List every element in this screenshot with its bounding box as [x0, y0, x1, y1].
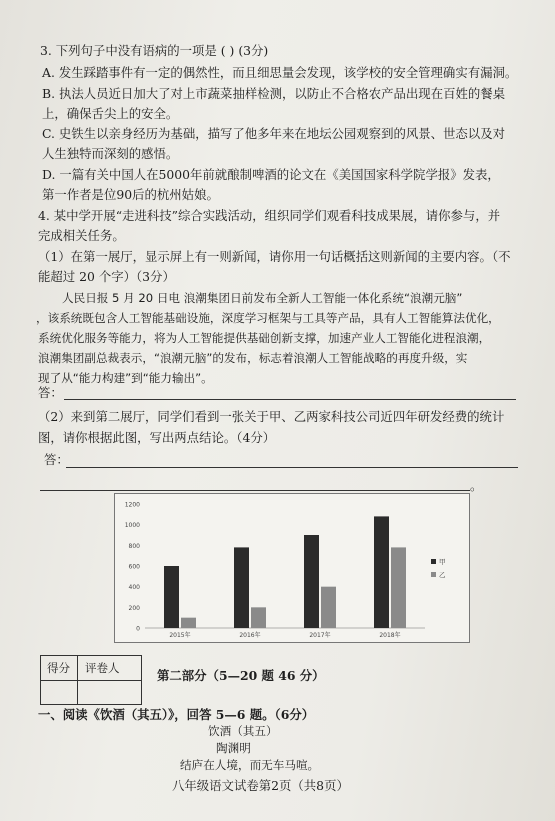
x-tick-label: 2017年	[309, 632, 331, 639]
q3-option-d-cont: 第一作者是位90后的杭州姑娘。	[42, 187, 219, 202]
poem-line: 结庐在人境，而无车马喧。	[180, 758, 320, 772]
answer-line-3[interactable]	[40, 490, 470, 491]
page-footer: 八年级语文试卷第2页（共8页）	[172, 778, 349, 793]
q3-option-b: B. 执法人员近日加大了对上市蔬菜抽样检测，以防止不合格农产品出现在百姓的餐桌	[42, 86, 506, 101]
y-tick-label: 200	[128, 604, 140, 612]
score-header: 得分	[47, 661, 70, 675]
q4-sub1: （1）在第一展厅，显示屏上有一则新闻，请你用一句话概括这则新闻的主要内容。（不	[38, 249, 511, 264]
x-tick-label: 2016年	[239, 632, 261, 639]
reading-heading: 一、阅读《饮酒（其五）》，回答 5—6 题。（6分）	[38, 707, 315, 722]
news-text-line: 现了从“能力构建”到“能力输出”。	[38, 371, 213, 385]
bar-甲-2018年	[374, 516, 389, 628]
news-text-line: 人民日报 5 月 20 日电 浪潮集团日前发布全新人工智能一体化系统“浪潮元脑”	[62, 291, 463, 305]
bar-乙-2017年	[321, 587, 336, 628]
poem-author: 陶渊明	[216, 741, 251, 755]
q3-option-c: C. 史铁生以亲身经历为基础，描写了他多年来在地坛公园观察到的风景、世态以及对	[42, 126, 505, 141]
rd-funding-chart	[114, 493, 470, 643]
poem-title: 饮酒（其五）	[208, 724, 278, 738]
bar-乙-2015年	[181, 618, 196, 628]
answer-end-mark: 。	[470, 478, 483, 493]
chart-canvas	[115, 494, 468, 641]
q4-sub1-cont: 能超过 20 个字）（3分）	[38, 269, 175, 284]
q3-stem: 3. 下列句子中没有语病的一项是 ( ) (3分)	[40, 43, 269, 58]
grader-header: 评卷人	[85, 661, 120, 675]
q4-stem-cont: 完成相关任务。	[38, 228, 125, 243]
answer-line-2[interactable]	[66, 467, 518, 468]
q3-option-b-cont: 上，确保舌尖上的安全。	[42, 106, 179, 121]
y-tick-label: 0	[136, 625, 140, 633]
part2-header: 第二部分（5—20 题 46 分）	[157, 668, 325, 683]
score-table	[40, 655, 142, 705]
y-tick-label: 1000	[124, 522, 140, 530]
bar-乙-2016年	[251, 607, 266, 628]
y-tick-label: 600	[128, 563, 140, 571]
x-tick-label: 2018年	[379, 632, 401, 639]
legend-swatch-乙	[431, 572, 436, 577]
legend-swatch-甲	[431, 559, 436, 564]
q3-option-a: A. 发生踩踏事件有一定的偶然性，而且细思量会发现，该学校的安全管理确实有漏洞。	[42, 65, 518, 80]
legend-label: 乙	[439, 571, 446, 579]
x-tick-label: 2015年	[169, 632, 191, 639]
answer-label-1: 答：	[38, 385, 63, 400]
y-tick-label: 800	[128, 542, 140, 550]
q3-option-c-cont: 人生独特而深刻的感悟。	[42, 146, 179, 161]
answer-label-2: 答：	[44, 452, 69, 467]
bar-甲-2016年	[234, 547, 249, 628]
q4-sub2: （2）来到第二展厅，同学们看到一张关于甲、乙两家科技公司近四年研发经费的统计	[38, 409, 505, 424]
legend-label: 甲	[439, 558, 446, 566]
q4-sub2-cont: 图，请你根据此图，写出两点结论。（4分）	[38, 430, 276, 445]
q3-option-d: D. 一篇有关中国人在5000年前就酿制啤酒的论文在《美国国家科学院学报》发表，	[42, 167, 500, 182]
bar-甲-2017年	[304, 535, 319, 628]
bar-甲-2015年	[164, 566, 179, 628]
answer-line-1[interactable]	[64, 399, 516, 400]
bar-乙-2018年	[391, 547, 406, 628]
news-text-line: 浪潮集团副总裁表示，“浪潮元脑”的发布，标志着浪潮人工智能战略的再度升级，实	[38, 351, 468, 365]
y-tick-label: 400	[128, 584, 140, 592]
news-text-line: ，该系统既包含人工智能基础设施，深度学习框架与工具等产品，具有人工智能算法优化，	[36, 311, 500, 325]
news-text-line: 系统优化服务等能力，将为人工智能提供基础创新支撑，加速产业人工智能化进程浪潮，	[38, 331, 491, 345]
q4-stem: 4. 某中学开展“走进科技”综合实践活动，组织同学们观看科技成果展，请你参与，并	[38, 208, 501, 223]
y-tick-label: 1200	[124, 501, 140, 509]
